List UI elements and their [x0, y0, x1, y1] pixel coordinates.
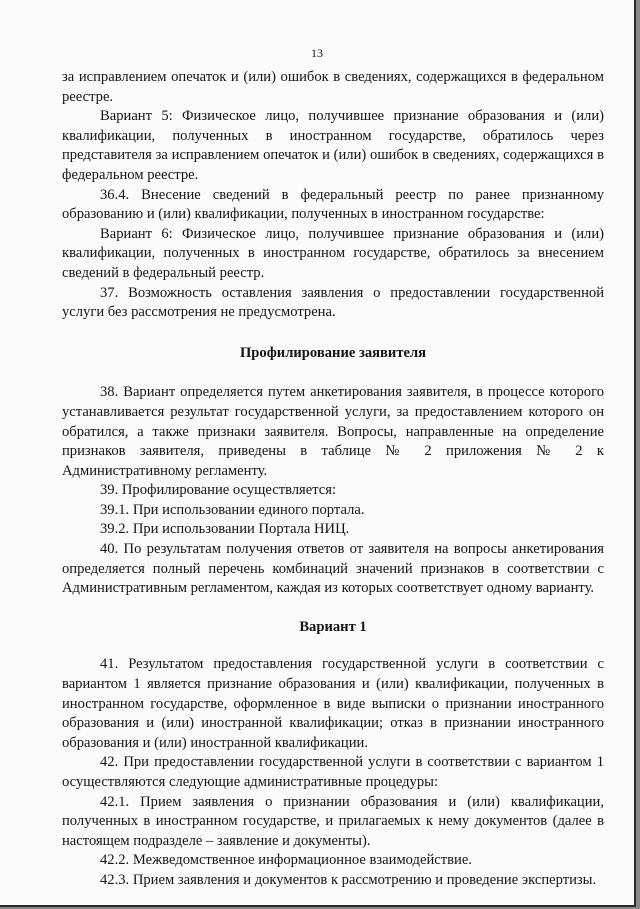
paragraph-variant-5: Вариант 5: Физическое лицо, получившее признание образования и (или) квалификации, полученных в иностранном государстве, обратилось через представителя за исправлением опечаток и (или) ошибок в сведениях, содержащихся в федеральном реестре. — [62, 108, 604, 183]
paragraph-42-1: 42.1. Прием заявления о признании образования и (или) квалификации, полученных в иностранном государстве, и прилагаемых к нему документов (далее в настоящем подразделе – заявление и документы). — [62, 793, 604, 849]
paragraph-42-3: 42.3. Прием заявления и документов к рассмотрению и проведение экспертизы. — [100, 871, 597, 888]
paragraph-variant-6: Вариант 6: Физическое лицо, получившее признание образования и (или) квалификации, полученных в иностранном государстве, обратилось за внесением сведений в федеральный реестр. — [62, 225, 604, 281]
paragraph-37: 37. Возможность оставления заявления о предоставлении государственной услуги без рассмотрения не предусмотрена. — [62, 284, 604, 321]
paragraph-36-4: 36.4. Внесение сведений в федеральный реестр по ранее признанному образованию и (или) квалификации, полученных в иностранном государстве: — [62, 186, 604, 223]
paragraph-42-2: 42.2. Межведомственное информационное взаимодействие. — [100, 852, 472, 869]
paragraph-39: 39. Профилирование осуществляется: — [100, 482, 337, 499]
paragraph-40: 40. По результатам получения ответов от заявителя на вопросы анкетирования определяется полный перечень комбинаций значений признаков в соответствии с Административным регламентом, каждая из которых соответствует одному варианту. — [62, 541, 604, 597]
paragraph-continuation: за исправлением опечаток и (или) ошибок в сведениях, содержащихся в федеральном реестре. — [62, 69, 604, 105]
paragraph-41: 41. Результатом предоставления государственной услуги в соответствии с вариантом 1 является признание образования и (или) квалификации, полученных в иностранном государстве, оформленное в виде выписки о признании иностранного образования и (или) иностранной квалификации; отказ в признании иностранного образования и (или) иностранной квалификации. — [62, 656, 604, 751]
section-heading-variant-1: Вариант 1 — [299, 618, 367, 635]
paragraph-38: 38. Вариант определяется путем анкетирования заявителя, в процессе которого устанавливается результат государственной услуги, за предоставлением которого он обратился, а также признаки заявителя. Вопросы, направленные на определение признаков заявителя, приведены в таблице № 2 приложения № 2 к Административному регламенту. — [62, 384, 604, 479]
page-number: 13 — [311, 46, 323, 60]
paragraph-39-2: 39.2. При использовании Портала НИЦ. — [100, 521, 350, 538]
paragraph-39-1: 39.1. При использовании единого портала. — [100, 501, 365, 518]
paragraph-42: 42. При предоставлении государственной услуги в соответствии с вариантом 1 осуществляются следующие административные процедуры: — [62, 754, 604, 790]
section-heading-profiling: Профилирование заявителя — [239, 344, 427, 361]
document-body — [62, 68, 604, 891]
